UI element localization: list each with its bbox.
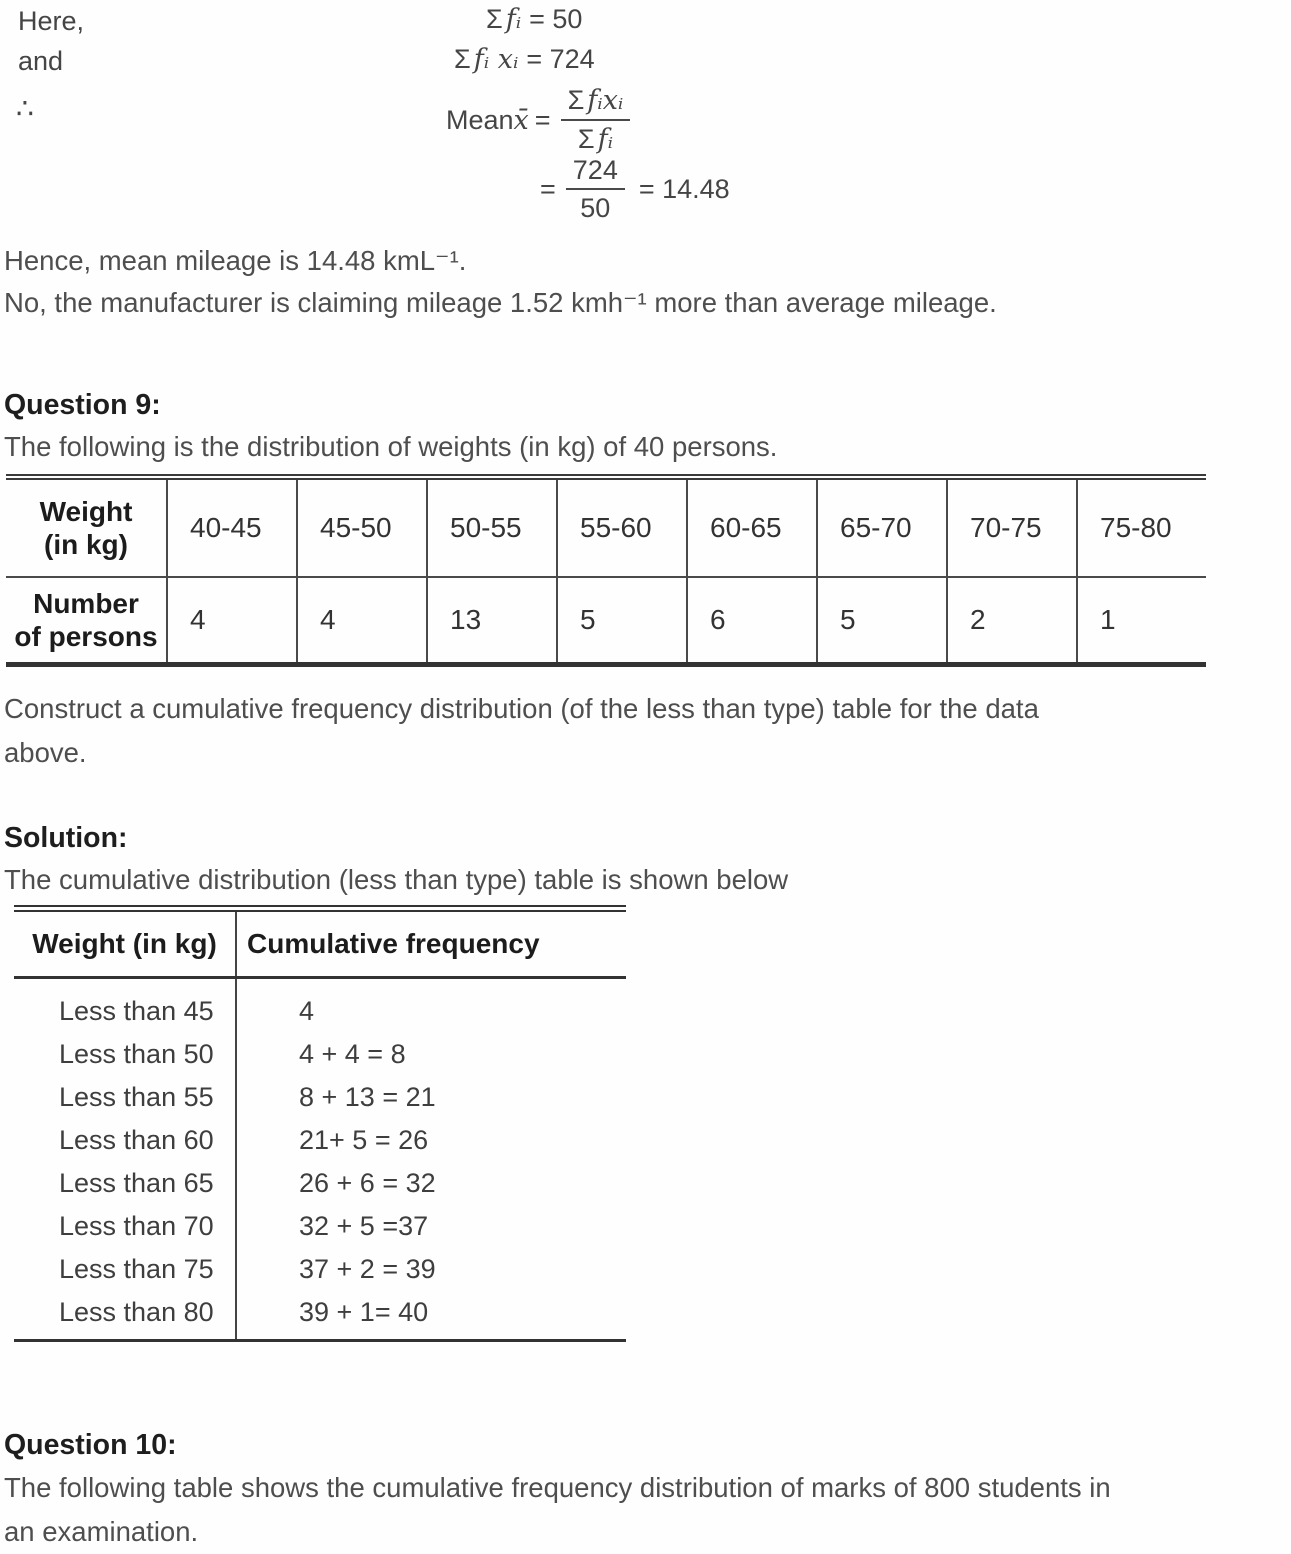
solution-intro: The cumulative distribution (less than type) table is shown below	[4, 864, 789, 895]
equation-sum-fi: Σ fᵢ = 50	[486, 4, 583, 35]
question-10-heading: Question 10:	[4, 1429, 177, 1461]
table-row: Less than 50 4 + 4 = 8	[14, 1033, 626, 1076]
paragraph-mean-mileage: Hence, mean mileage is 14.48 kmL⁻¹.	[4, 245, 467, 276]
weight-column-header: Weight (in kg)	[14, 909, 236, 978]
weight-range-cell: 70-75	[947, 477, 1077, 577]
persons-count-cell: 1	[1077, 577, 1206, 665]
equation-mean-formula: Mean x̄ = $\frac{\text{Σ fᵢxᵢ}}{\text{Σ fᵢ}}$	[446, 84, 630, 156]
weight-range-cell: 55-60	[557, 477, 687, 577]
persons-count-cell: 5	[557, 577, 687, 665]
table-row: Less than 55 8 + 13 = 21	[14, 1076, 626, 1119]
table-row	[6, 577, 1206, 665]
weight-header-cell: Weight (in kg)	[6, 477, 167, 577]
therefore-symbol: ∴	[16, 93, 36, 124]
equation-mean-value: = $\frac{724}{50}$ = 14.48	[540, 155, 730, 223]
table-header-row	[14, 909, 626, 978]
equation-sum-fixi: Σ fᵢ xᵢ = 724	[454, 44, 595, 75]
question-9-heading: Question 9:	[4, 389, 161, 421]
question-9-intro: The following is the distribution of weights (in kg) of 40 persons.	[4, 431, 778, 462]
table-row: Less than 60 21+ 5 = 26	[14, 1119, 626, 1162]
cumulative-frequency-column-header: Cumulative frequency	[236, 909, 626, 978]
fraction-sigma: $\frac{\text{Σ fᵢxᵢ}}{\text{Σ fᵢ}}$	[561, 84, 631, 156]
weight-range-cell: 50-55	[427, 477, 557, 577]
table-row: Less than 45 4	[14, 978, 626, 1034]
table-row	[6, 477, 1206, 577]
mean-result: = 14.48	[638, 173, 730, 204]
weight-range-cell: 40-45	[167, 477, 297, 577]
weight-range-cell: 75-80	[1077, 477, 1206, 577]
persons-count-cell: 6	[687, 577, 817, 665]
label-and: and	[18, 46, 64, 76]
fraction-724-50: $\frac{724}{50}$	[566, 154, 625, 224]
persons-count-cell: 13	[427, 577, 557, 665]
weight-range-cell: 45-50	[297, 477, 427, 577]
label-here: Here,	[18, 6, 85, 36]
mean-label: Mean	[446, 104, 514, 135]
cumulative-frequency-table	[14, 905, 626, 1342]
persons-count-cell: 5	[817, 577, 947, 665]
persons-count-cell: 4	[297, 577, 427, 665]
solution-heading: Solution:	[4, 822, 128, 854]
question-9-task: Construct a cumulative frequency distribution (of the less than type) table for the data above.	[4, 693, 1039, 768]
table-row: Less than 70 32 + 5 =37	[14, 1205, 626, 1248]
weight-range-cell: 60-65	[687, 477, 817, 577]
table-row: Less than 80 39 + 1= 40	[14, 1291, 626, 1341]
weights-distribution-table	[6, 474, 1206, 667]
x-bar: x̄	[513, 104, 529, 136]
weight-range-cell: 65-70	[817, 477, 947, 577]
persons-count-cell: 2	[947, 577, 1077, 665]
table-row: Less than 65 26 + 6 = 32	[14, 1162, 626, 1205]
persons-header-cell: Number of persons	[14, 588, 158, 652]
persons-count-cell: 4	[167, 577, 297, 665]
table-row: Less than 75 37 + 2 = 39	[14, 1248, 626, 1291]
paragraph-manufacturer-claim: No, the manufacturer is claiming mileage 1.52 kmh⁻¹ more than average mileage.	[4, 287, 997, 318]
question-10-text: The following table shows the cumulative frequency distribution of marks of 800 students in an examination.	[4, 1472, 1111, 1547]
mean-derivation-block	[4, 0, 1291, 238]
